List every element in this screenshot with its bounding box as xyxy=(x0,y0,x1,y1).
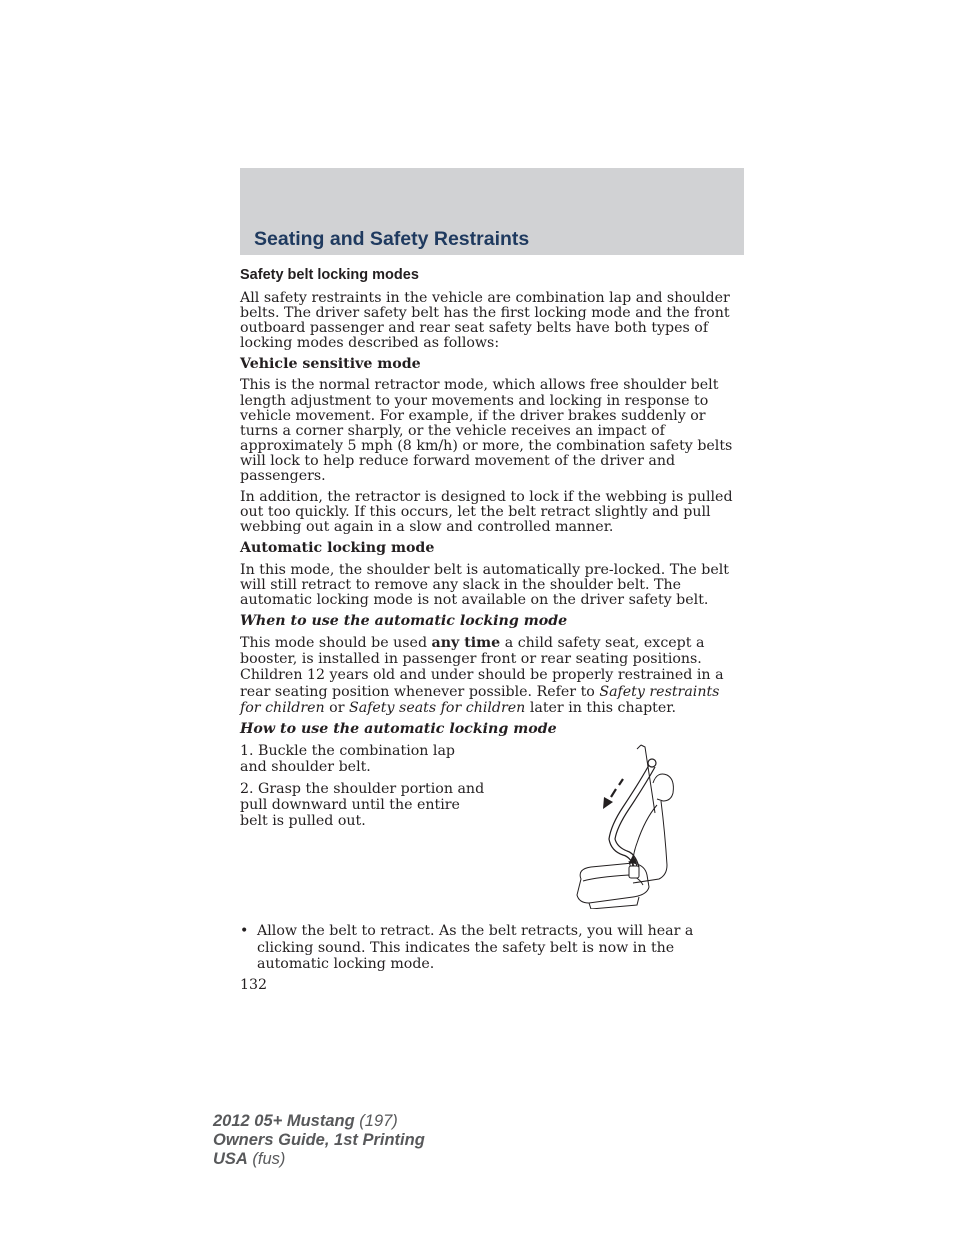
footer-line-2: Owners Guide, 1st Printing xyxy=(213,1131,425,1149)
vehicle-sensitive-paragraph: This is the normal retractor mode, which allows free shoulder belt length adjustment to your movements and locking in response to vehicle movement. For example, if the driver brakes suddenly or turns a corner sharply, or the vehicle receives an impact of approximately 5 mph (8 km/h) or more, the combination safety belts will lock to help reduce forward movement of the driver and passengers. xyxy=(240,377,733,485)
step-1: 1. Buckle the combination lap and shoulder belt. xyxy=(240,743,456,776)
footer-print-info xyxy=(213,1112,425,1169)
step-2: 2. Grasp the shoulder portion and pull downward until the entire belt is pulled out. xyxy=(240,781,485,830)
section-title: Seating and Safety Restraints xyxy=(254,228,530,250)
intro-paragraph: All safety restraints in the vehicle are combination lap and shoulder belts. The driver safety belt has the first locking mode and the front outboard passenger and rear seat safety belts have both types of locking modes described as follows: xyxy=(240,290,730,352)
when-text-b: a child safety seat, except a booster, is installed in passenger front or rear seating positions. Children 12 years old and under should be properly restrained in a rear seating position whenever possible. Refer to xyxy=(240,634,724,700)
footer-market: USA xyxy=(213,1150,248,1168)
any-time-emphasis: any time xyxy=(431,634,501,651)
bullet-item xyxy=(240,923,744,973)
retractor-lock-paragraph: In addition, the retractor is designed to lock if the webbing is pulled out too quickly. If this occurs, let the belt retract slightly and pull webbing out again in a slow and controlled manner. xyxy=(240,489,733,536)
when-text-d: later in this chapter. xyxy=(525,700,677,717)
footer-line-3 xyxy=(213,1150,425,1169)
how-to-use-heading: How to use the automatic locking mode xyxy=(240,721,557,738)
section-heading: Safety belt locking modes xyxy=(240,267,419,283)
automatic-locking-paragraph: In this mode, the shoulder belt is automatically pre-locked. The belt will still retract to remove any slack in the shoulder belt. The automatic locking mode is not available on the driver safety belt. xyxy=(240,561,730,608)
bullet-dot: • xyxy=(240,923,249,940)
automatic-locking-heading: Automatic locking mode xyxy=(240,540,435,557)
when-text-a: This mode should be used xyxy=(240,634,432,651)
steps-list xyxy=(240,743,485,829)
bullet-text: Allow the belt to retract. As the belt retracts, you will hear a clicking sound. This indicates the safety belt is now in the automatic locking mode. xyxy=(257,923,694,973)
page-number: 132 xyxy=(240,976,268,993)
steps-with-figure xyxy=(240,743,744,923)
when-text-c: or xyxy=(324,700,349,717)
footer-model-code: (197) xyxy=(354,1112,398,1130)
when-to-use-paragraph xyxy=(240,635,744,716)
safety-restraints-for-children-ref: Safety restraints for children xyxy=(240,683,720,717)
when-to-use-heading: When to use the automatic locking mode xyxy=(240,612,568,629)
vehicle-sensitive-heading: Vehicle sensitive mode xyxy=(240,356,421,373)
footer-line-1 xyxy=(213,1112,425,1131)
footer-model: 2012 05+ Mustang xyxy=(213,1112,355,1130)
seat-belt-illustration xyxy=(573,743,683,909)
footer-market-code: (fus) xyxy=(247,1150,286,1168)
section-header-band xyxy=(240,168,744,255)
safety-seats-for-children-ref: Safety seats for children xyxy=(348,700,526,717)
page-content xyxy=(240,266,744,993)
